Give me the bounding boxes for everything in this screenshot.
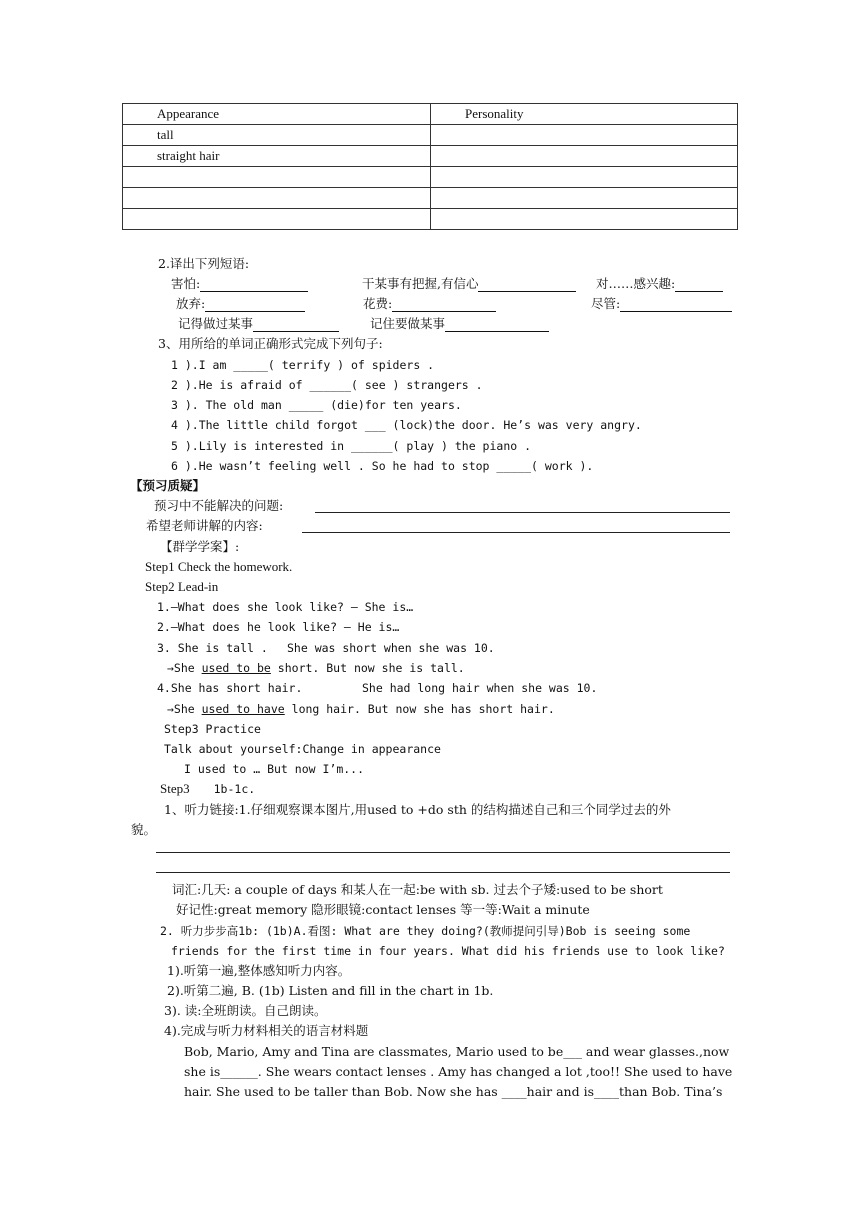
answer-line	[315, 512, 730, 513]
section3-title: 3、用所给的单词正确形式完成下列句子:	[158, 336, 383, 351]
table-cell: tall	[123, 125, 431, 146]
preview-q2: 希望老师讲解的内容:	[146, 518, 263, 533]
section2-title: 2.译出下列短语:	[158, 256, 250, 271]
listen-link-2: 貌。	[131, 822, 157, 837]
phrase-give-up: 放弃:	[176, 296, 305, 312]
vocab-line-1: 词汇:几天: a couple of days 和某人在一起:be with sb. 过去个子矮:used to be short	[172, 882, 663, 897]
appearance-personality-table	[122, 103, 738, 230]
table-cell	[431, 188, 738, 209]
talk-about: Talk about yourself:Change in appearance	[164, 742, 441, 756]
step1: Step1 Check the homework.	[145, 559, 293, 574]
answer-line	[302, 532, 730, 533]
leadin-3b: She was short when she was 10.	[287, 641, 495, 655]
leadin-3c: →She used to be short. But now she is tall.	[167, 661, 465, 675]
answer-line	[156, 872, 730, 873]
table-row	[123, 167, 738, 188]
table-cell	[431, 146, 738, 167]
table-header-row	[123, 104, 738, 125]
phrase-spend: 花费:	[363, 296, 496, 312]
preview-title: 【预习质疑】	[130, 478, 206, 493]
passage-line-2: she is______. She wears contact lenses . Amy has changed a lot ,too!! She used to have	[184, 1064, 733, 1079]
table-header-personality: Personality	[431, 104, 738, 125]
sentence-1: 1 ).I am _____( terrify ) of spiders .	[171, 358, 435, 372]
vocab-line-2: 好记性:great memory 隐形眼镜:contact lenses 等一等:Wait a minute	[176, 902, 590, 917]
preview-q1: 预习中不能解决的问题:	[154, 498, 284, 513]
answer-line	[156, 852, 730, 853]
listen-step-4: 4).完成与听力材料相关的语言材料题	[164, 1023, 369, 1038]
table-cell	[431, 125, 738, 146]
sentence-3: 3 ). The old man _____ (die)for ten years.	[171, 398, 462, 412]
sentence-2: 2 ).He is afraid of ______( see ) strangers .	[171, 378, 483, 392]
leadin-1: 1.—What does she look like? — She is…	[157, 600, 414, 614]
table-cell	[431, 209, 738, 230]
phrase-afraid: 害怕:	[171, 276, 308, 292]
step3-practice: Step3 Practice	[164, 722, 261, 736]
listen-1b-a: 2. 听力步步高1b: (1b)A.看图: What are they doing?(教师提问引导)Bob is seeing some	[160, 924, 691, 938]
table-header-appearance: Appearance	[123, 104, 431, 125]
step2: Step2 Lead-in	[145, 579, 219, 594]
phrase-remember-done: 记得做过某事	[178, 316, 339, 332]
phrase-although: 尽管:	[591, 296, 732, 312]
listen-1b-b: friends for the first time in four years. What did his friends use to look like?	[171, 944, 725, 958]
table-cell	[123, 188, 431, 209]
table-cell	[123, 167, 431, 188]
leadin-3a: 3. She is tall .	[157, 641, 268, 655]
used-to-pattern: I used to … But now I’m...	[184, 762, 365, 776]
table-row	[123, 146, 738, 167]
leadin-2: 2.—What does he look like? — He is…	[157, 620, 400, 634]
leadin-4b: She had long hair when she was 10.	[362, 681, 598, 695]
sentence-6: 6 ).He wasn’t feeling well . So he had to stop _____( work ).	[171, 459, 594, 473]
listen-link-1: 1、听力链接:1.仔细观察课本图片,用used to +do sth 的结构描述自己和三个同学过去的外	[164, 802, 671, 817]
table-cell	[123, 209, 431, 230]
table-row	[123, 209, 738, 230]
leadin-4a: 4.She has short hair.	[157, 681, 303, 695]
passage-line-1: Bob, Mario, Amy and Tina are classmates, Mario used to be___ and wear glasses.,now	[184, 1044, 730, 1059]
step3-b: Step3 1b-1c.	[160, 781, 256, 796]
phrase-confident: 干某事有把握,有信心	[362, 276, 576, 292]
listen-step-1: 1).听第一遍,整体感知听力内容。	[167, 963, 351, 978]
leadin-4c: →She used to have long hair. But now she has short hair.	[167, 702, 555, 716]
table-row	[123, 125, 738, 146]
sentence-5: 5 ).Lily is interested in ______( play ) the piano .	[171, 439, 532, 453]
table-row	[123, 188, 738, 209]
passage-line-3: hair. She used to be taller than Bob. Now she has ____hair and is____than Bob. Tina’s	[184, 1084, 723, 1099]
sentence-4: 4 ).The little child forgot ___ (lock)the door. He’s was very angry.	[171, 418, 642, 432]
phrase-interested: 对……感兴趣:	[596, 276, 723, 292]
table-cell	[431, 167, 738, 188]
table-cell: straight hair	[123, 146, 431, 167]
listen-step-2: 2).听第二遍, B. (1b) Listen and fill in the chart in 1b.	[167, 983, 494, 998]
phrase-remember-to-do: 记住要做某事	[370, 316, 549, 332]
listen-step-3: 3). 读:全班朗读。自己朗读。	[164, 1003, 327, 1018]
group-title: 【群学学案】:	[160, 539, 240, 554]
